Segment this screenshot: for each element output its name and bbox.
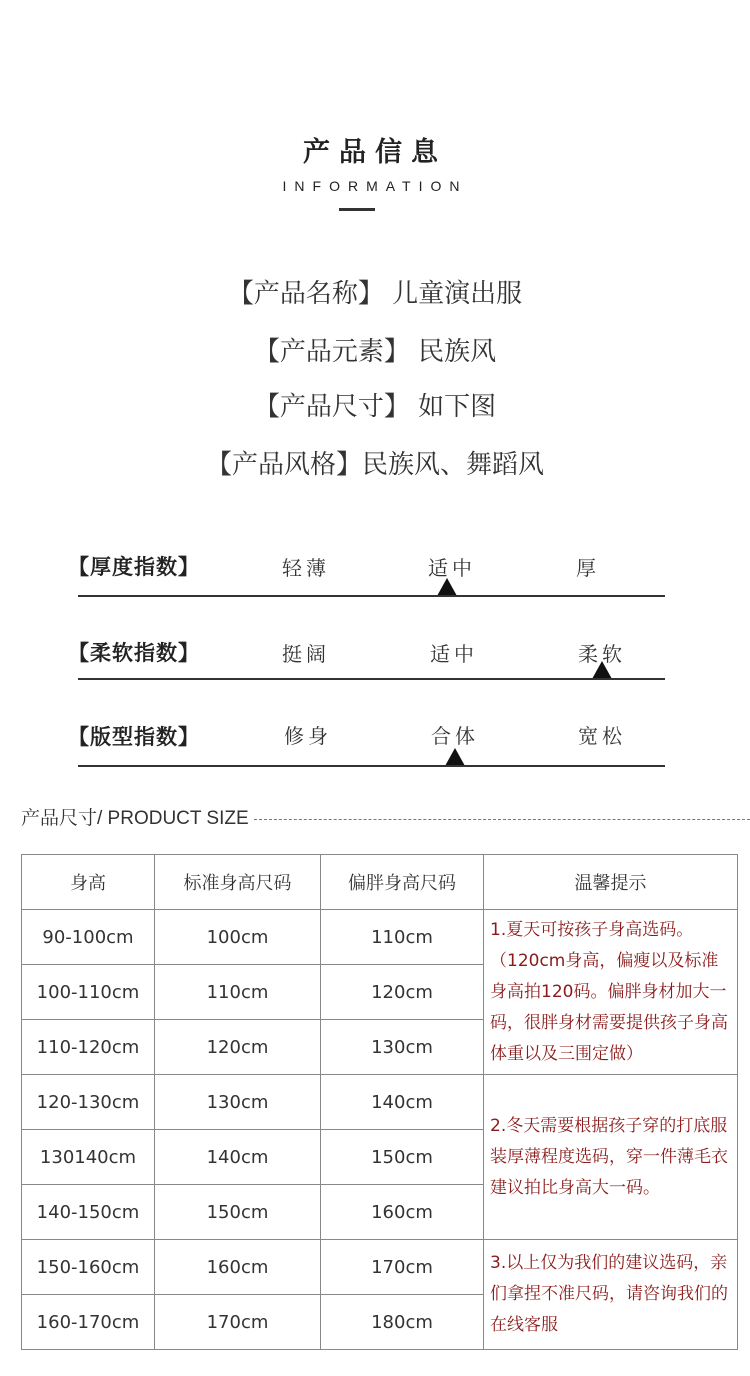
info-line-element: 【产品元素】 民族风 (253, 337, 497, 367)
plus-size-cell: 120cm (321, 965, 484, 1020)
index-scale-line (78, 595, 665, 597)
index-marker (437, 578, 457, 596)
index-label: 【柔软指数】 (68, 641, 200, 665)
index-marker (445, 748, 465, 766)
index-label: 【厚度指数】 (68, 555, 200, 579)
index-option: 柔软 (578, 642, 626, 666)
height-cell: 160-170cm (22, 1295, 155, 1350)
tip-cell: 3.以上仅为我们的建议选码，亲们拿捏不准尺码，请咨询我们的在线客服 (484, 1240, 738, 1350)
page-title: 产品信息 (303, 137, 447, 168)
column-header: 偏胖身高尺码 (321, 855, 484, 910)
standard-size-cell: 110cm (155, 965, 321, 1020)
info-line-style: 【产品风格】民族风、舞蹈风 (205, 450, 544, 480)
tip-cell: 2.冬天需要根据孩子穿的打底服装厚薄程度选码，穿一件薄毛衣建议拍比身高大一码。 (484, 1075, 738, 1240)
standard-size-cell: 160cm (155, 1240, 321, 1295)
size-heading-dashed-line (254, 819, 750, 820)
plus-size-cell: 170cm (321, 1240, 484, 1295)
column-header: 标准身高尺码 (155, 855, 321, 910)
standard-size-cell: 170cm (155, 1295, 321, 1350)
index-option: 合体 (431, 724, 479, 748)
plus-size-cell: 160cm (321, 1185, 484, 1240)
index-option: 宽松 (578, 724, 626, 748)
index-marker (592, 661, 612, 679)
size-table (21, 854, 738, 1350)
index-option: 适中 (428, 556, 476, 580)
index-option: 修身 (284, 724, 332, 748)
info-line-size: 【产品尺寸】 如下图 (253, 392, 497, 422)
tip-cell: 1.夏天可按孩子身高选码。（120cm身高，偏瘦以及标准身高拍120码。偏胖身材加大一码，很胖身材需要提供孩子身高体重以及三围定做） (484, 910, 738, 1075)
page-subtitle: INFORMATION (282, 178, 468, 194)
index-scale-line (78, 678, 665, 680)
title-divider (339, 208, 375, 211)
index-option: 挺阔 (282, 642, 330, 666)
height-cell: 100-110cm (22, 965, 155, 1020)
info-line-name: 【产品名称】 儿童演出服 (227, 279, 523, 309)
standard-size-cell: 140cm (155, 1130, 321, 1185)
thickness-index (0, 548, 750, 608)
size-heading: 产品尺寸/ PRODUCT SIZE (21, 808, 249, 829)
standard-size-cell: 150cm (155, 1185, 321, 1240)
standard-size-cell: 120cm (155, 1020, 321, 1075)
height-cell: 90-100cm (22, 910, 155, 965)
plus-size-cell: 110cm (321, 910, 484, 965)
height-cell: 140-150cm (22, 1185, 155, 1240)
column-header: 身高 (22, 855, 155, 910)
height-cell: 120-130cm (22, 1075, 155, 1130)
table-row (22, 910, 738, 965)
standard-size-cell: 130cm (155, 1075, 321, 1130)
index-option: 厚 (576, 556, 600, 580)
plus-size-cell: 150cm (321, 1130, 484, 1185)
index-label: 【版型指数】 (68, 725, 200, 749)
index-option: 适中 (430, 642, 478, 666)
softness-index (0, 634, 750, 694)
table-header-row (22, 855, 738, 910)
column-header: 温馨提示 (484, 855, 738, 910)
fit-index (0, 717, 750, 777)
table-row (22, 1240, 738, 1295)
height-cell: 110-120cm (22, 1020, 155, 1075)
plus-size-cell: 140cm (321, 1075, 484, 1130)
plus-size-cell: 180cm (321, 1295, 484, 1350)
table-row (22, 1075, 738, 1130)
standard-size-cell: 100cm (155, 910, 321, 965)
height-cell: 130140cm (22, 1130, 155, 1185)
height-cell: 150-160cm (22, 1240, 155, 1295)
plus-size-cell: 130cm (321, 1020, 484, 1075)
index-scale-line (78, 765, 665, 767)
index-option: 轻薄 (282, 556, 330, 580)
